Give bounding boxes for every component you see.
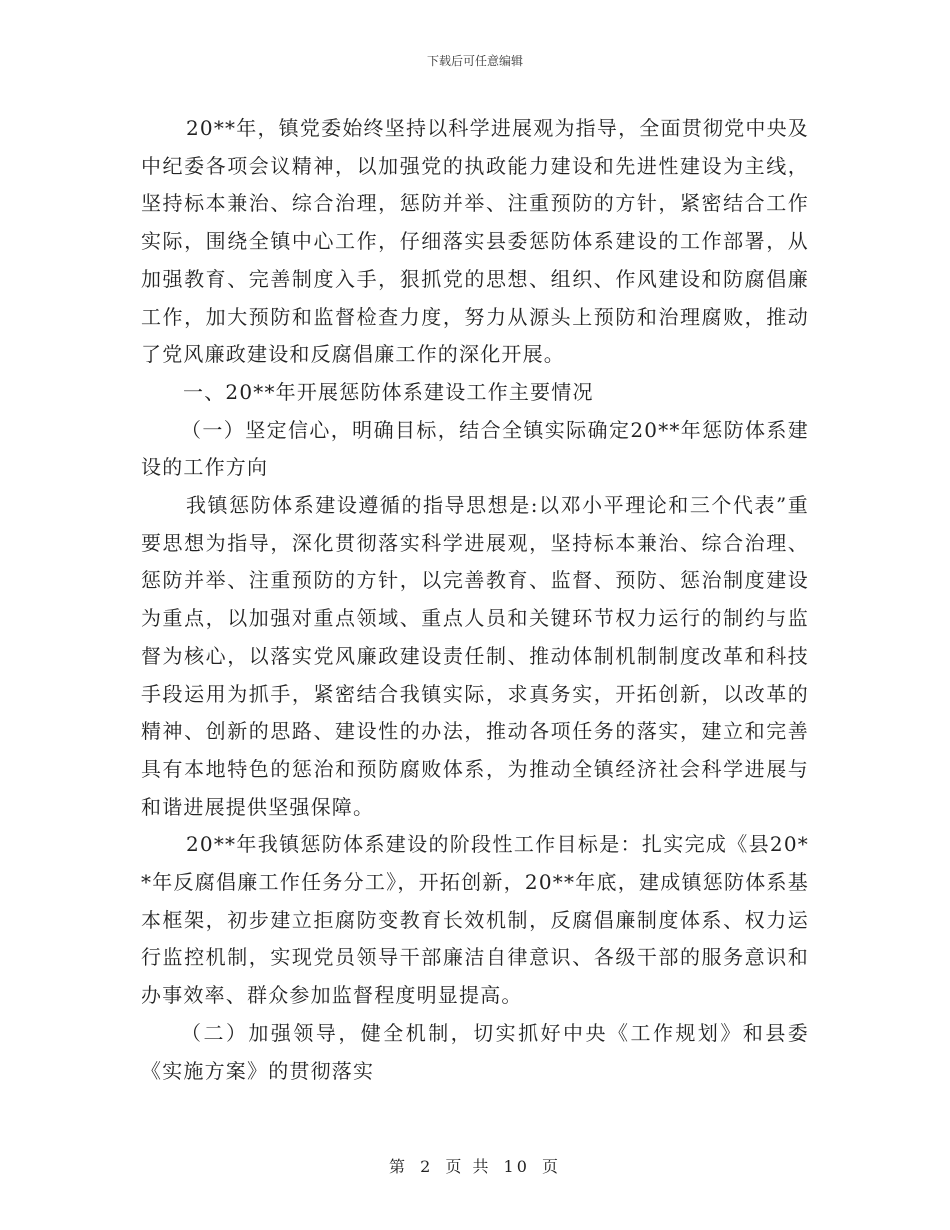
paragraph-intro: 20**年，镇党委始终坚持以科学进展观为指导，全面贯彻党中央及中纪委各项会议精神，以加强党的执政能力建设和先进性建设为主线，坚持标本兼治、综合治理，惩防并举、注重预防的方针，紧密结合工作实际，围绕全镇中心工作，仔细落实县委惩防体系建设的工作部署，从加强教育、完善制度入手，狠抓党的思想、组织、作风建设和防腐倡廉工作，加大预防和监督检查力度，努力从源头上预防和治理腐败，推动了党风廉政建设和反腐倡廉工作的深化开展。 (141, 116, 809, 367)
footer-current-page: 2 (420, 1157, 434, 1176)
footer-prefix: 第 (388, 1157, 408, 1176)
paragraph-guiding-thought: 我镇惩防体系建设遵循的指导思想是:以邓小平理论和三个代表”重要思想为指导，深化贯彻落实科学进展观，坚持标本兼治、综合治理、惩防并举、注重预防的方针，以完善教育、监督、预防、惩治制度建设为重点，以加强对重点领域、重点人员和关键环节权力运行的制约与监督为核心，以落实党风廉政建设责任制、推动体制机制制度改革和科技手段运用为抓手，紧密结合我镇实际，求真务实，开拓创新，以改革的精神、创新的思路、建设性的办法，推动各项任务的落实，建立和完善具有本地特色的惩治和预防腐败体系，为推动全镇经济社会科学进展与和谐进展提供坚强保障。 (141, 493, 809, 819)
document-body (141, 110, 809, 1090)
subsection-heading-2: （二）加强领导，健全机制，切实抓好中央《工作规划》和县委《实施方案》的贯彻落实 (141, 1020, 809, 1083)
page-footer (0, 1154, 950, 1177)
paragraph-stage-goals: 20**年我镇惩防体系建设的阶段性工作目标是：扎实完成《县20**年反腐倡廉工作任务分工》，开拓创新，20**年底，建成镇惩防体系基本框架，初步建立拒腐防变教育长效机制，反腐倡廉制度体系、权力运行监控机制，实现党员领导干部廉洁自律意识、各级干部的服务意识和办事效率、群众参加监督程度明显提高。 (141, 832, 809, 1008)
section-heading-1: 一、20**年开展惩防体系建设工作主要情况 (183, 379, 594, 404)
footer-middle: 页 共 (445, 1157, 492, 1176)
page-header: 下载后可任意编辑 (426, 54, 523, 68)
subsection-heading-1: （一）坚定信心，明确目标，结合全镇实际确定20**年惩防体系建设的工作方向 (141, 417, 809, 480)
footer-suffix: 页 (542, 1157, 562, 1176)
footer-total-pages: 10 (503, 1157, 530, 1176)
